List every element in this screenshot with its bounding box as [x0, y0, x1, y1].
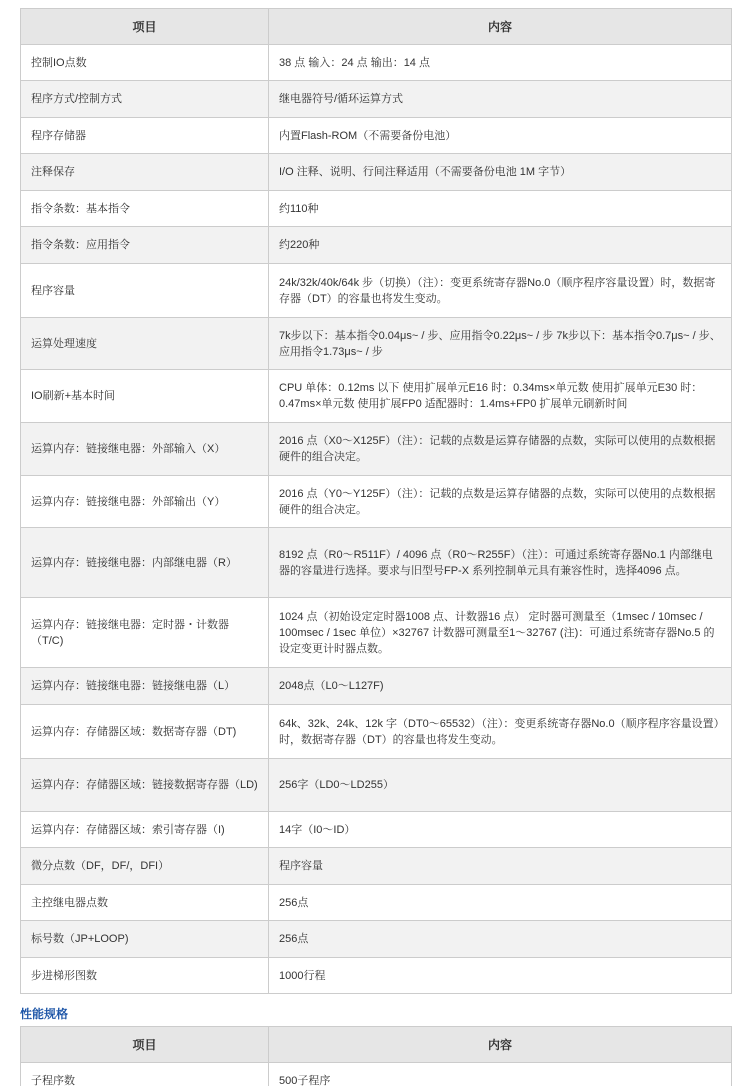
section-title-performance: 性能规格	[20, 1007, 69, 1021]
table-row	[21, 264, 732, 318]
row-item: 指令条数：基本指令	[21, 191, 269, 227]
table-row	[21, 759, 732, 812]
row-content: 256点	[269, 921, 732, 958]
row-item: 子程序数	[21, 1063, 269, 1086]
table-row	[21, 191, 732, 227]
row-item: 程序容量	[21, 264, 269, 318]
row-item: 步进梯形图数	[21, 958, 269, 994]
table-row	[21, 958, 732, 994]
row-content: 约110种	[269, 191, 732, 227]
row-content: 8192 点（R0～R511F）/ 4096 点（R0～R255F）（注）：可通过系统寄存器No.1 内部继电器的容量进行选择。要求与旧型号FP-X 系列控制单元具有兼容性时，选择4096 点。	[269, 528, 732, 598]
header-item: 项目	[21, 1027, 269, 1063]
row-content: 500子程序	[269, 1063, 732, 1086]
table-row	[21, 705, 732, 759]
row-content: 7k步以下：基本指令0.04μs~ / 步、应用指令0.22μs~ / 步 7k步以下：基本指令0.7μs~ / 步、应用指令1.73μs~ / 步	[269, 318, 732, 370]
row-item: 标号数（JP+LOOP)	[21, 921, 269, 958]
row-content: 1024 点（初始设定定时器1008 点、计数器16 点） 定时器可测量至（1msec / 10msec / 100msec / 1sec 单位）×32767 计数器可测量至1～32767 (注)：可通过系统寄存器No.5 的设定变更计时器点数。	[269, 598, 732, 668]
row-content: 2016 点（Y0～Y125F）（注）：记载的点数是运算存储器的点数，实际可以使用的点数根据硬件的组合决定。	[269, 476, 732, 528]
table-row	[21, 423, 732, 476]
row-item: 运算内存：链接继电器：外部输出（Y）	[21, 476, 269, 528]
table-row	[21, 848, 732, 885]
row-content: 2016 点（X0～X125F）（注）：记载的点数是运算存储器的点数，实际可以使用的点数根据硬件的组合决定。	[269, 423, 732, 476]
row-content: 24k/32k/40k/64k 步（切换）（注）：变更系统寄存器No.0（顺序程序容量设置）时，数据寄存器（DT）的容量也将发生变动。	[269, 264, 732, 318]
table-row	[21, 227, 732, 264]
header-content: 内容	[269, 1027, 732, 1063]
row-item: 运算处理速度	[21, 318, 269, 370]
row-item: 运算内存：链接继电器：内部继电器（R）	[21, 528, 269, 598]
row-item: 运算内存：链接继电器：外部输入（X）	[21, 423, 269, 476]
row-item: 运算内存：链接继电器：链接继电器（L）	[21, 668, 269, 705]
table-row	[21, 812, 732, 848]
table-row	[21, 528, 732, 598]
table-row	[21, 476, 732, 528]
row-item: 运算内存：存储器区域：数据寄存器（DT)	[21, 705, 269, 759]
row-content: 程序容量	[269, 848, 732, 885]
table-row	[21, 885, 732, 921]
table-row	[21, 81, 732, 118]
row-content: 14字（I0～ID）	[269, 812, 732, 848]
table-row	[21, 154, 732, 191]
row-item: 程序存储器	[21, 118, 269, 154]
row-content: 继电器符号/循环运算方式	[269, 81, 732, 118]
table-row	[21, 318, 732, 370]
row-content: 约220种	[269, 227, 732, 264]
row-item: 运算内存：存储器区域：链接数据寄存器（LD)	[21, 759, 269, 812]
performance-table	[20, 1026, 732, 1086]
table-row	[21, 598, 732, 668]
row-item: 运算内存：存储器区域：索引寄存器（I)	[21, 812, 269, 848]
table-row	[21, 668, 732, 705]
spec-table	[20, 8, 732, 994]
row-content: 64k、32k、24k、12k 字（DT0～65532）（注）：变更系统寄存器No.0（顺序程序容量设置）时，数据寄存器（DT）的容量也将发生变动。	[269, 705, 732, 759]
row-content: 2048点（L0～L127F)	[269, 668, 732, 705]
table-row	[21, 45, 732, 81]
table-header-row	[21, 1027, 732, 1063]
header-content: 内容	[269, 9, 732, 45]
row-item: 运算内存：链接继电器：定时器・计数器（T/C)	[21, 598, 269, 668]
row-content: 38 点 输入：24 点 输出：14 点	[269, 45, 732, 81]
row-content: I/O 注释、说明、行间注释适用（不需要备份电池 1M 字节）	[269, 154, 732, 191]
row-item: 注释保存	[21, 154, 269, 191]
row-item: 控制IO点数	[21, 45, 269, 81]
table-header-row	[21, 9, 732, 45]
header-item: 项目	[21, 9, 269, 45]
row-content: 内置Flash-ROM（不需要备份电池）	[269, 118, 732, 154]
table-row	[21, 118, 732, 154]
row-content: CPU 单体：0.12ms 以下 使用扩展单元E16 时：0.34ms×单元数 使用扩展单元E30 时：0.47ms×单元数 使用扩展FP0 适配器时：1.4ms+FP0 扩展单元刷新时间	[269, 370, 732, 423]
table-row	[21, 1063, 732, 1086]
row-item: 程序方式/控制方式	[21, 81, 269, 118]
row-content: 256点	[269, 885, 732, 921]
row-item: 指令条数：应用指令	[21, 227, 269, 264]
table-row	[21, 370, 732, 423]
row-item: IO刷新+基本时间	[21, 370, 269, 423]
row-content: 1000行程	[269, 958, 732, 994]
row-item: 主控继电器点数	[21, 885, 269, 921]
table-row	[21, 921, 732, 958]
row-item: 微分点数（DF，DF/，DFI）	[21, 848, 269, 885]
row-content: 256字（LD0～LD255）	[269, 759, 732, 812]
